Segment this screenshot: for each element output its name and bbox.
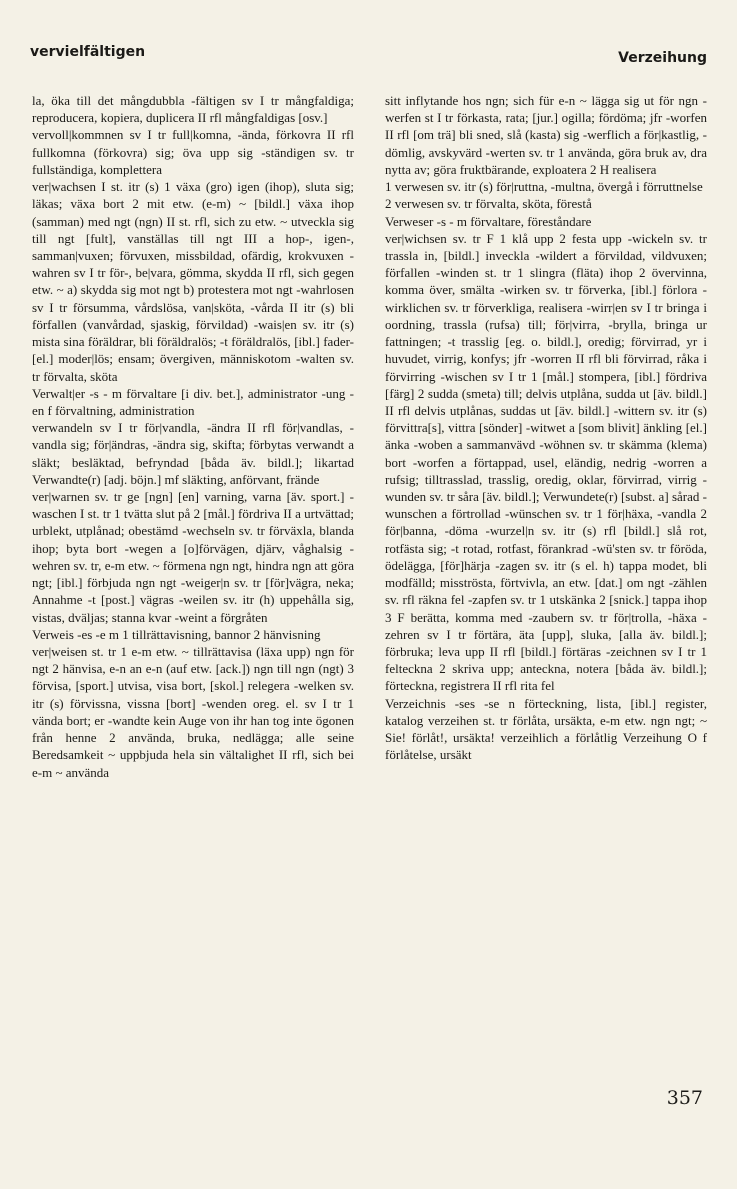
- entry-paragraph: verwandeln sv I tr för|vandla, -ändra II rfl för|vandlas, -vandla sig; för|ändras, -ändra sig, skifta; förbytas verwandt a släkt; besläktad, befryndad [båda äv. bildl.]; likartad Verwandte(r) [adj. böjn.] mf släkting, anförvant, frände: [32, 420, 354, 487]
- entry-paragraph: ver|wichsen sv. tr F 1 klå upp 2 festa upp -wickeln sv. tr trassla in, [bildl.] inveckla -wildert a förvildad, vildvuxen; förfallen -winden st. tr 1 slingra (fläta) ihop 2 övervinna, komma över, smälta -wirken sv. tr förverka, [ibl.] förlora -wirklichen sv. tr förverkliga, realisera -wirr|en sv I tr bringa i oordning, trassla (rufsa) till; för|virra, -brylla, bringa ur fattningen; -t trasslig [eg. o. bildl.], oredig; förvirrad, yr i huvudet, virrig, konfys; jfr -worren II rfl bli förvirrad, råka i förvirring -wischen sv I tr 1 [mål.] stompera, [ibl.] fördriva [färg] 2 sudda (smeta) till; delvis utplåna, sudda ut [äv. bildl.] II rfl delvis utplånas, suddas ut [äv. bildl.] -wittern sv. itr (s) förvittra[s], vittra [sönder] -witwet a [som blivit] änkling [el.] änka -woben a sammanvävd -wöhnen sv. tr skämma (klema) bort -worfen a förtappad, usel, eländig, nedrig -worren a rufsig; tilltrasslad, trasslig, oredig, oklar, förvirrad, virrig -wunden sv. tr såra [äv. bildl.]; Verwundete(r) [subst. a] sårad -wunschen a förtrollad -wünschen sv. tr 1 för|häxa, -vandla 2 för|banna, -döma -wurzel|n sv. itr (s) rfl [bildl.] slå rot, rotfästa sig; -t rotad, rotfast, förankrad -wü'sten sv. tr föröda, ödelägga, [för]härja -zagen sv. itr (s el. h) tappa modet, bli modfälld; misströsta, förtvivla, an etw. [dat.] om ngt -zählen sv. rfl räkna fel -zapfen sv. tr 1 utskänka 2 [snick.] tappa ihop 3 F berätta, komma med -zaubern sv. tr för|trolla, -häxa -zehren sv I tr förtära, äta [upp], sluka, [alla äv. bildl.]; förbruka; leva upp II rfl [bildl.] förtäras -zeichnen sv I tr 1 felteckna 2 skriva upp; anteckna, notera [båda äv. bildl.]; förteckna, registrera II rfl rita fel: [385, 230, 707, 694]
- entry-paragraph: Verweser -s - m förvaltare, föreståndare: [385, 213, 592, 229]
- entry-paragraph: sitt inflytande hos ngn; sich für e-n ~ lägga sig ut för ngn -werfen st I tr förkasta, rata; [jur.] ogilla; fördöma; jfr -worfen II rfl [om trä] bli sned, slå (kasta) sig -werflich a för|kastlig, -dömlig, avskyvärd -werten sv. tr 1 använda, göra bruk av, dra nytta av; göra fruktbärande, exploatera 2 H realisera: [385, 93, 707, 177]
- left-column: [32, 92, 354, 781]
- entry-paragraph: ver|wachsen I st. itr (s) 1 växa (gro) igen (ihop), sluta sig; läkas; växa bort 2 mit etw. (e-m) ~ [bildl.] växa ihop (samman) med ngt (ngn) II st. rfl, sich zu etw. ~ utveckla sig till ngt [fult], vanställas till ngt III a hop-, igen-, samman|vuxen; förvuxen, missbildad, ofärdig, krokvuxen -wahren sv I tr för-, be|vara, gömma, skydda II rfl, sich gegen etw. ~ a) skydda sig mot ngt b) protestera mot ngt -wahrlosen sv I tr försumma, vårdslösa, van|sköta, -vårda II itr (s) bli förfallen (vanvårdad, sjaskig, förvildad) -wais|en sv. itr (s) mista sina föräldrar, bli föräldralös; -t föräldralös, [ibl.] fader- [el.] moder|lös; ensam; övergiven, människotom -walten sv. tr förvalta, sköta: [32, 179, 354, 384]
- right-column: [385, 92, 707, 764]
- entry-paragraph: ver|weisen st. tr 1 e-m etw. ~ tillrättavisa (läxa upp) ngn för ngt 2 hänvisa, e-n an e-n (auf etw. [ack.]) ngn till ngn (ngt) 3 förvisa, [sport.] utvisa, visa bort, [skol.] relegera -welken sv. itr (s) förvissna, vissna [bort] -wenden oreg. el. sv I tr 1 vända bort; er -wandte kein Auge von ihr han tog inte ögonen från henne 2 använda, bruka, nedlägga; alle seine Beredsamkeit ~ uppbjuda hela sin vältalighet II rfl, sich bei e-m ~ använda: [32, 644, 354, 780]
- entry-paragraph: 1 verwesen sv. itr (s) för|ruttna, -multna, övergå i förruttnelse: [385, 179, 703, 195]
- header-left-guideword: vervielfältigen: [30, 44, 146, 60]
- page-header: [30, 40, 707, 66]
- entry-paragraph: 2 verwesen sv. tr förvalta, sköta, förestå: [385, 196, 592, 212]
- entry-paragraph: la, öka till det mångdubbla -fältigen sv I tr mångfaldiga; reproducera, kopiera, duplicera II rfl mångfaldigas [osv.]: [32, 93, 354, 126]
- entry-paragraph: vervoll|kommnen sv I tr full|komna, -ända, förkovra II rfl fullkomna (förkovra) sig; öva upp sig -ständigen sv. tr fullständiga, komplettera: [32, 127, 354, 177]
- entry-paragraph: Verweis -es -e m 1 tillrättavisning, bannor 2 hänvisning: [32, 626, 321, 642]
- page-number: 357: [666, 1087, 703, 1109]
- entry-paragraph: Verwalt|er -s - m förvaltare [i div. bet.], administrator -ung -en f förvaltning, administration: [32, 385, 354, 418]
- header-right-guideword: Verzeihung: [618, 50, 707, 66]
- entry-paragraph: ver|warnen sv. tr ge [ngn] [en] varning, varna [äv. sport.] -waschen I st. tr 1 tvätta slut på 2 [mål.] fördriva II a urtvättad; urblekt, utplånad; obestämd -wechseln sv. tr förväxla, blanda ihop; byta bort -wegen a [o]förvägen, djärv, våghalsig -wehren sv. tr, e-m etw. ~ förmena ngn ngt, hindra ngn att göra ngt; [ibl.] förbjuda ngn ngt -weiger|n sv. tr [för]vägra, neka; Annahme -t [post.] vägras -weilen sv. itr (h) uppehålla sig, vistas, dväljas; stanna kvar -weint a förgråten: [32, 489, 354, 625]
- entry-paragraph: Verzeichnis -ses -se n förteckning, lista, [ibl.] register, katalog verzeihen st. tr förlåta, ursäkta, e-m etw. ngn ngt; ~ Sie! förlåt!, ursäkta! verzeihlich a förlåtlig Verzeihung O f förlåtelse, ursäkt: [385, 695, 707, 763]
